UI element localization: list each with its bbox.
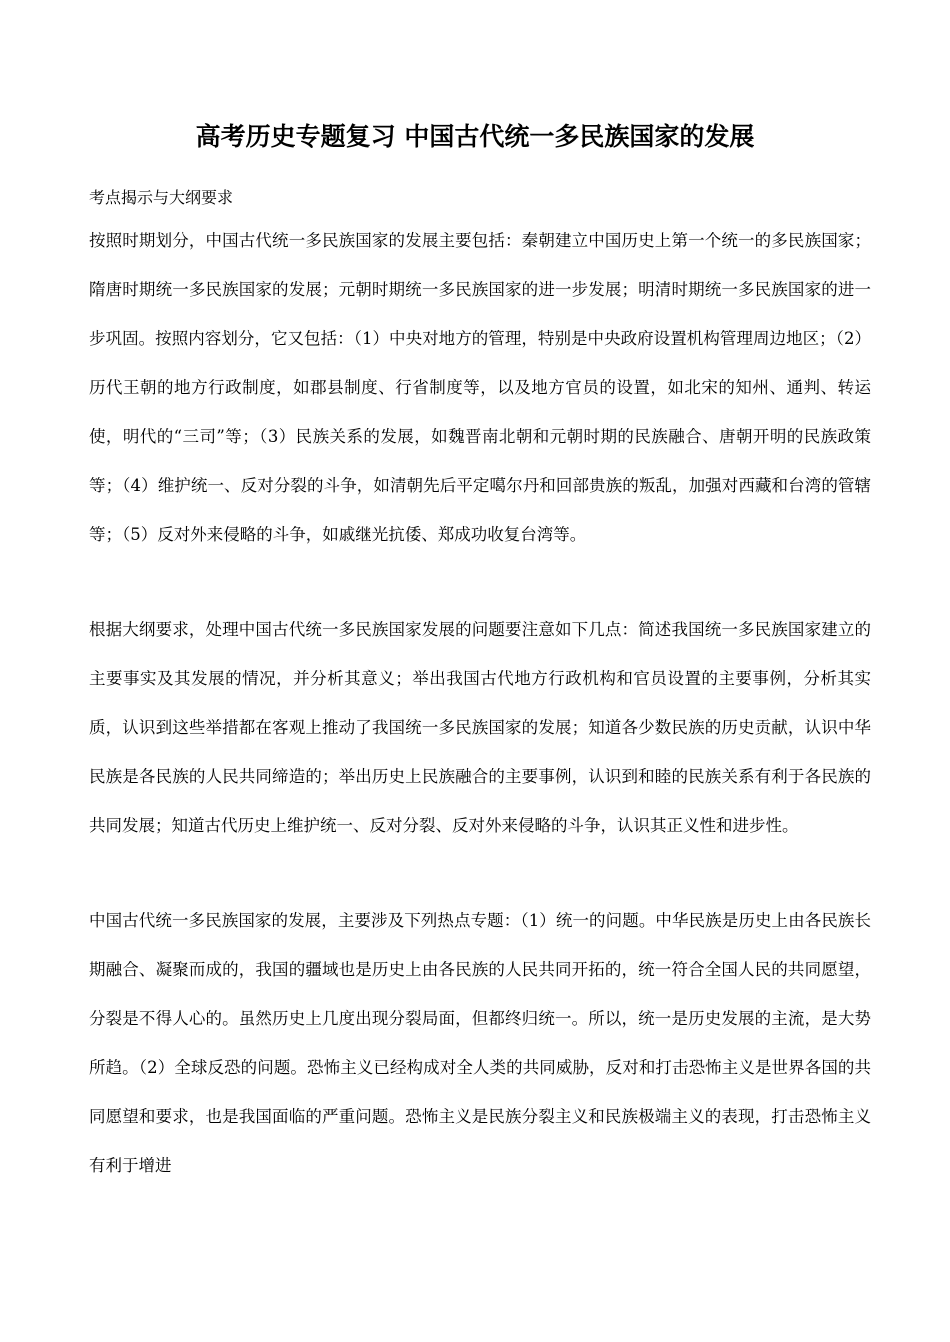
document-title: 高考历史专题复习 中国古代统一多民族国家的发展 [195,122,755,151]
paragraph-periods: 按照时期划分，中国古代统一多民族国家的发展主要包括：秦朝建立中国历史上第一个统一的多民族国家；隋唐时期统一多民族国家的发展；元朝时期统一多民族国家的进一步发展；明清时期统一多民族国家的进一步巩固。按照内容划分，它又包括：（1）中央对地方的管理，特别是中央政府设置机构管理周边地区；（2）历代王朝的地方行政制度，如郡县制度、行省制度等，以及地方官员的设置，如北宋的知州、通判、转运使，明代的“三司”等；（3）民族关系的发展，如魏晋南北朝和元朝时期的民族融合、唐朝开明的民族政策等；（4）维护统一、反对分裂的斗争，如清朝先后平定噶尔丹和回部贵族的叛乱，加强对西藏和台湾的管辖等；（5）反对外来侵略的斗争，如戚继光抗倭、郑成功收复台湾等。 [89,231,871,544]
paragraph-requirements: 根据大纲要求，处理中国古代统一多民族国家发展的问题要注意如下几点：简述我国统一多民族国家建立的主要事实及其发展的情况，并分析其意义；举出我国古代地方行政机构和官员设置的主要事例，分析其实质，认识到这些举措都在客观上推动了我国统一多民族国家的发展；知道各少数民族的历史贡献，认识中华民族是各民族的人民共同缔造的；举出历史上民族融合的主要事例，认识到和睦的民族关系有利于各民族的共同发展；知道古代历史上维护统一、反对分裂、反对外来侵略的斗争，认识其正义性和进步性。 [89,620,871,835]
section-subtitle: 考点揭示与大纲要求 [89,188,234,207]
paragraph-hot-topics: 中国古代统一多民族国家的发展，主要涉及下列热点专题：（1）统一的问题。中华民族是历史上由各民族长期融合、凝聚而成的，我国的疆域也是历史上由各民族的人民共同开拓的，统一符合全国人民的共同愿望，分裂是不得人心的。虽然历史上几度出现分裂局面，但都终归统一。所以，统一是历史发展的主流，是大势所趋。（2）全球反恐的问题。恐怖主义已经构成对全人类的共同威胁，反对和打击恐怖主义是世界各国的共同愿望和要求，也是我国面临的严重问题。恐怖主义是民族分裂主义和民族极端主义的表现，打击恐怖主义有利于增进 [89,911,871,1175]
